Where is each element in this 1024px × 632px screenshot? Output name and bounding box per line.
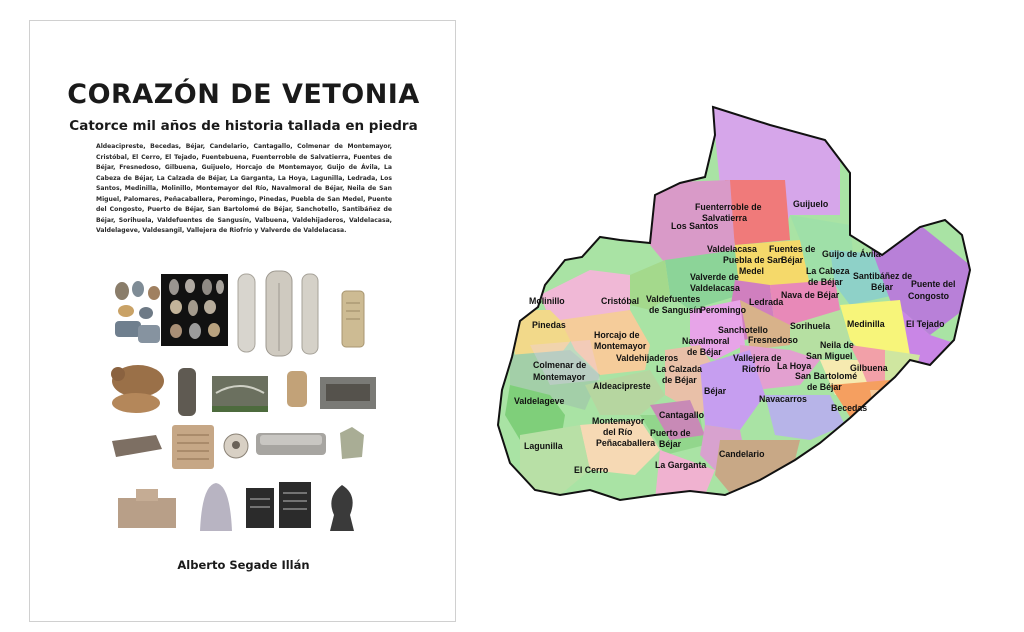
label-puebla-de-san-medel: Puebla de San	[723, 255, 784, 265]
label-valverde-de-valdelacasa: Valverde de	[690, 272, 739, 282]
label-fresnedoso: Fresnedoso	[748, 335, 798, 345]
label-fuenterroble: Salvatierra	[702, 213, 747, 223]
label-puente-del-congosto: Puente del	[911, 279, 956, 289]
fountain-photo	[118, 489, 176, 528]
label-pinedas: Pinedas	[532, 320, 566, 330]
label-horcajo-de-montemayor: Horcajo de	[594, 330, 640, 340]
label-puerto-de-bejar: Puerto de	[650, 428, 691, 438]
label-vallejera-de-riofrio: Vallejera de	[733, 353, 782, 363]
label-aldeacipreste: Aldeacipreste	[593, 381, 651, 391]
label-navalmoral-de-bejar: de Béjar	[687, 347, 722, 357]
label-candelario: Candelario	[719, 449, 765, 459]
label-santibanez-de-bejar: Santibáñez de	[853, 271, 913, 281]
standing-stone-photo	[178, 368, 196, 416]
label-peromingo: Peromingo	[700, 305, 746, 315]
label-el-cerro: El Cerro	[574, 465, 609, 475]
label-becedas: Becedas	[831, 403, 868, 413]
label-guijo-de-avila: Guijo de Ávila	[822, 249, 881, 259]
label-valdefuentes: Valdefuentes	[646, 294, 701, 304]
label-molinillo: Molinillo	[529, 296, 565, 306]
label-la-cabeza-de-bejar: La Cabeza	[806, 266, 850, 276]
small-stones-photo	[115, 281, 160, 343]
label-la-calzada-de-bejar: de Béjar	[662, 375, 697, 385]
label-valverde-de-valdelacasa: Valdelacasa	[690, 283, 740, 293]
label-fuenterroble: Fuenterroble de	[695, 202, 762, 212]
stone-relief-photo	[320, 377, 376, 409]
label-la-calzada-de-bejar: La Calzada	[656, 364, 702, 374]
bust-statue-photo	[330, 485, 354, 531]
artifact-photos	[30, 21, 457, 623]
label-bejar: Béjar	[704, 386, 727, 396]
label-el-tejado: El Tejado	[906, 319, 945, 329]
book-title: CORAZÓN DE VETONIA	[67, 79, 420, 110]
flint-tools-photo	[161, 274, 228, 346]
label-colmenar-de-montemayor: Montemayor	[533, 372, 586, 382]
label-navacarros: Navacarros	[759, 394, 807, 404]
label-la-cabeza-de-bejar: de Béjar	[808, 277, 843, 287]
book-cover	[29, 20, 456, 622]
label-cristobal: Cristóbal	[601, 296, 640, 306]
label-cantagallo: Cantagallo	[659, 410, 704, 420]
inscription-tablet-photo	[172, 425, 214, 469]
label-lagunilla: Lagunilla	[524, 441, 563, 451]
inscribed-stone-photo	[342, 291, 364, 347]
stone-head-photo	[340, 427, 364, 459]
label-valdelageve: Valdelageve	[514, 396, 565, 406]
label-montemayor-del-rio: del Río	[603, 427, 633, 437]
broken-stone-photo	[112, 435, 162, 457]
label-neila-de-san-miguel: San Miguel	[806, 351, 853, 361]
label-horcajo-de-montemayor: Montemayor	[594, 341, 647, 351]
carved-figure-photo	[224, 434, 248, 458]
label-puerto-de-bejar: Béjar	[659, 439, 682, 449]
label-nava-de-bejar: Nava de Béjar	[781, 290, 840, 300]
label-santibanez-de-bejar: Béjar	[871, 282, 894, 292]
label-sorihuela: Sorihuela	[790, 321, 831, 331]
book-subtitle: Catorce mil años de historia tallada en piedra	[69, 118, 418, 134]
label-gilbuena: Gilbuena	[850, 363, 888, 373]
dark-inscriptions-photo	[246, 482, 311, 528]
carved-stone-photo	[287, 371, 307, 407]
label-valdehijaderos: Valdehijaderos	[616, 353, 679, 363]
label-los-santos: Los Santos	[671, 221, 719, 231]
label-guijuelo: Guijuelo	[793, 199, 829, 209]
label-fuentes-de-bejar: Béjar	[781, 255, 804, 265]
label-puente-del-congosto: Congosto	[908, 291, 950, 301]
label-valdelacasa: Valdelacasa	[707, 244, 757, 254]
verraco-boar-photo	[111, 365, 164, 413]
municipalities-map	[490, 95, 990, 505]
hooded-statue-photo	[200, 483, 232, 531]
label-navalmoral-de-bejar: Navalmoral	[682, 336, 730, 346]
label-neila-de-san-miguel: Neila de	[820, 340, 854, 350]
stelae-photo	[238, 271, 318, 356]
label-valdefuentes: de Sangusín	[649, 305, 702, 315]
label-la-garganta: La Garganta	[655, 460, 707, 470]
label-san-bartolome-de-bejar: San Bartolomé	[795, 371, 858, 381]
towns-list: Aldeacipreste, Becedas, Béjar, Candelario, Cantagallo, Colmenar de Montemayor, Cristóbal, El Cerro, El Tejado, Fuentebuena, Fuenterroble de Salvatierra, Fuentes de Béjar, Fresnedoso, Gilbuena, Guijuelo, Horcajo de Montemayor, Guijo de Ávila, La Cabeza de Béjar, La Calzada de Béjar, La Garganta, La Hoya, Lagunilla, Ledrada, Los Santos, Medinilla, Molinillo, Montemayor del Río, Navalmoral de Béjar, Neila de San Miguel, Palomares, Peñacaballera, Peromingo, Pinedas, Puebla de San Medel, Puente del Congosto, Puerto de Béjar, San Bartolomé de Béjar, Sanchotello, Santibáñez de Béjar, Sorihuela, Valdefuentes de Sangusín, Valbuena, Valdehijaderos, Valdelacasa, Valdelageve, Valdesangil, Vallejera de Riofrío y Valverde de Valdelacasa.	[96, 143, 392, 234]
stone-trough-photo	[256, 433, 326, 455]
label-sanchotello: Sanchotello	[718, 325, 768, 335]
label-puebla-de-san-medel: Medel	[739, 266, 764, 276]
book-author: Alberto Segade Illán	[177, 558, 310, 572]
label-penacaballera: Peñacaballera	[596, 438, 656, 448]
label-san-bartolome-de-bejar: de Béjar	[807, 382, 842, 392]
engraved-slab-photo	[212, 376, 268, 412]
label-fuentes-de-bejar: Fuentes de	[769, 244, 816, 254]
label-medinilla: Medinilla	[847, 319, 885, 329]
label-vallejera-de-riofrio: Riofrío	[742, 364, 771, 374]
label-montemayor-del-rio: Montemayor	[592, 416, 645, 426]
label-la-hoya: La Hoya	[777, 361, 812, 371]
label-ledrada: Ledrada	[749, 297, 784, 307]
label-colmenar-de-montemayor: Colmenar de	[533, 360, 587, 370]
